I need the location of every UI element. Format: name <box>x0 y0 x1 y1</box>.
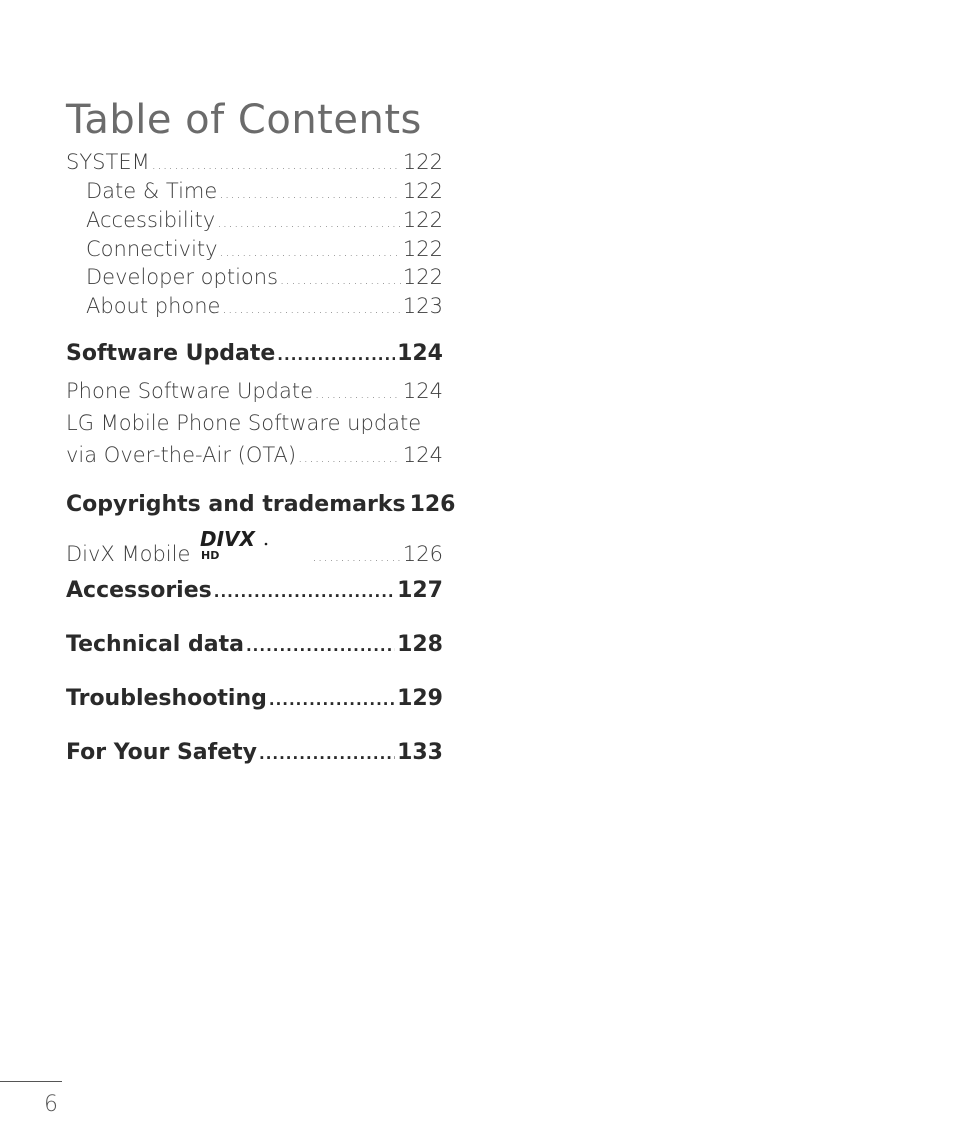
toc-label: Accessories <box>66 578 212 603</box>
toc-leader-dots <box>312 550 401 565</box>
toc-leader-dots <box>246 637 395 655</box>
toc-label: Connectivity <box>86 237 218 261</box>
toc-leader-dots <box>220 245 401 260</box>
toc-entry-troubleshooting[interactable] <box>66 686 443 711</box>
toc-entry-technical-data[interactable] <box>66 632 443 657</box>
toc-label: SYSTEM <box>66 150 150 174</box>
toc-entry-accessories[interactable] <box>66 578 443 603</box>
toc-page-number: 128 <box>397 632 443 657</box>
toc-page-number: 126 <box>402 542 443 566</box>
divx-hd-logo <box>200 529 270 561</box>
toc-entry-software-update[interactable] <box>66 341 443 366</box>
toc-label: Date & Time <box>86 179 218 203</box>
toc-label: DivX Mobile <box>66 542 191 566</box>
toc-leader-dots <box>269 691 395 709</box>
toc-page-number: 123 <box>402 294 443 318</box>
toc-label: Phone Software Update <box>66 379 314 403</box>
toc-page-number: 122 <box>402 265 443 289</box>
toc-page-number: 124 <box>402 443 443 467</box>
toc-label: For Your Safety <box>66 740 257 765</box>
toc-label: About phone <box>86 294 221 318</box>
toc-leader-dots <box>315 387 401 402</box>
toc-leader-dots <box>217 216 401 231</box>
toc-page-number: 124 <box>402 379 443 403</box>
toc-label: Copyrights and trademarks <box>66 492 406 517</box>
toc-leader-dots <box>298 451 401 466</box>
toc-entry-for-your-safety[interactable] <box>66 740 443 765</box>
toc-page-number: 122 <box>402 179 443 203</box>
toc-entry-lg-ota-line2[interactable] <box>66 443 443 467</box>
toc-label: LG Mobile Phone Software update <box>66 411 422 435</box>
toc-label: via Over-the-Air (OTA) <box>66 443 297 467</box>
toc-page-number: 122 <box>402 237 443 261</box>
toc-page-number: 126 <box>409 492 456 517</box>
footer-divider <box>0 1081 62 1082</box>
toc-entry-copyrights[interactable] <box>66 492 456 517</box>
toc-entry-connectivity[interactable] <box>86 237 443 261</box>
toc-entry-date-time[interactable] <box>86 179 443 203</box>
toc-leader-dots <box>280 273 401 288</box>
toc-label: Developer options <box>86 265 279 289</box>
toc-page-number: 124 <box>397 341 443 366</box>
toc-entry-divx-mobile[interactable] <box>66 529 443 566</box>
toc-entry-phone-software-update[interactable] <box>66 379 443 403</box>
page-number: 6 <box>44 1092 58 1117</box>
toc-page-number: 122 <box>402 208 443 232</box>
page-title: Table of Contents <box>66 96 422 143</box>
toc-leader-dots <box>214 583 395 601</box>
toc-entry-accessibility[interactable] <box>86 208 443 232</box>
toc-entry-lg-ota-line1[interactable] <box>66 411 443 435</box>
toc-label: Technical data <box>66 632 244 657</box>
toc-label: Software Update <box>66 341 276 366</box>
toc-entry-developer-options[interactable] <box>86 265 443 289</box>
divx-logo-sub: HD <box>201 549 220 561</box>
toc-leader-dots <box>219 187 401 202</box>
toc-leader-dots <box>259 745 395 763</box>
toc-entry-about-phone[interactable] <box>86 294 443 318</box>
divx-logo-text: DIVX <box>200 529 256 551</box>
toc-page-number: 122 <box>402 150 443 174</box>
toc-entry-system[interactable] <box>66 150 443 174</box>
toc-label: Accessibility <box>86 208 216 232</box>
toc-page-number: 129 <box>397 686 443 711</box>
toc-page-number: 133 <box>397 740 443 765</box>
toc-label: Troubleshooting <box>66 686 267 711</box>
toc-leader-dots <box>222 302 400 317</box>
toc-leader-dots <box>152 158 401 173</box>
toc-leader-dots <box>277 346 395 364</box>
toc-page-number: 127 <box>397 578 443 603</box>
